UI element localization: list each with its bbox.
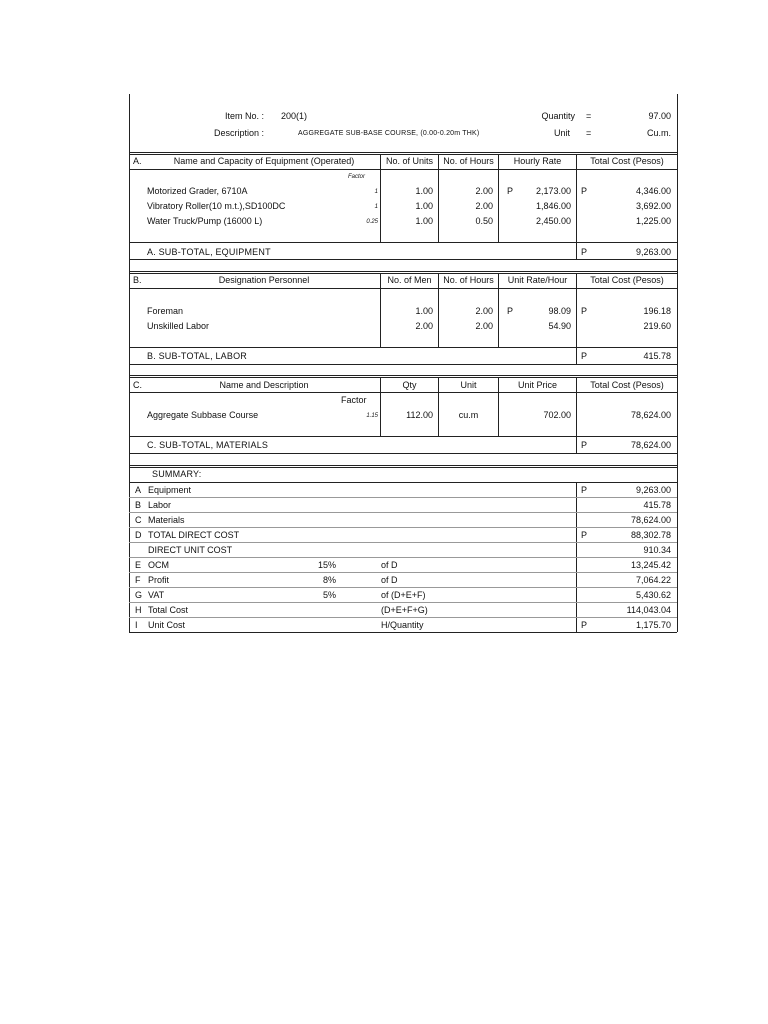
summary-value: 88,302.78: [630, 530, 671, 540]
labor-total: 196.18: [643, 306, 671, 316]
unit-eq: =: [586, 128, 592, 138]
no-of-hours-header: No. of Hours: [443, 156, 494, 166]
summary-title: SUMMARY:: [152, 469, 202, 479]
summary-label: Labor: [148, 500, 172, 510]
summary-percent: 5%: [322, 590, 336, 600]
rule: [129, 482, 677, 483]
summary-value: 1,175.70: [635, 620, 671, 630]
right-border: [677, 94, 678, 632]
summary-value: 7,064.22: [635, 575, 671, 585]
rule: [129, 392, 677, 393]
unit-header: Unit: [460, 380, 477, 390]
summary-label: Total Cost: [148, 605, 189, 615]
summary-value: 78,624.00: [630, 515, 671, 525]
rule: [129, 242, 677, 243]
summary-basis: (D+E+F+G): [381, 605, 428, 615]
no-of-units-header: No. of Units: [385, 156, 434, 166]
summary-label: DIRECT UNIT COST: [148, 545, 233, 555]
rule: [129, 364, 677, 365]
summary-letter: H: [135, 605, 142, 615]
summary-letter: F: [135, 575, 141, 585]
rule: [129, 453, 677, 454]
item-no-value: 200(1): [281, 111, 308, 121]
materials-subtotal-label: C. SUB-TOTAL, MATERIALS: [147, 440, 269, 450]
rule: [129, 154, 677, 155]
material-price: 702.00: [543, 410, 571, 420]
summary-basis: of D: [381, 575, 398, 585]
summary-letter: I: [135, 620, 138, 630]
rule: [129, 436, 677, 437]
rule: [129, 347, 677, 348]
rule: [576, 154, 577, 259]
rule: [498, 154, 499, 242]
equipment-subtotal-currency: P: [581, 247, 588, 257]
quantity-eq: =: [586, 111, 592, 121]
equipment-total: 3,692.00: [635, 201, 671, 211]
factor-label: Factor: [348, 174, 366, 180]
section-c-letter: C.: [133, 380, 142, 390]
labor-subtotal-currency: P: [581, 351, 588, 361]
quantity-value: 97.00: [648, 111, 671, 121]
summary-row-rule: [129, 512, 677, 513]
rule: [129, 288, 677, 289]
qty-header: Qty: [402, 380, 417, 390]
rule: [129, 375, 677, 376]
summary-label: VAT: [148, 590, 165, 600]
unit-rate-header: Unit Rate/Hour: [507, 275, 568, 285]
material-total: 78,624.00: [630, 410, 671, 420]
summary-value: 114,043.04: [626, 605, 671, 615]
rule: [129, 152, 677, 153]
material-factor: 1.15: [366, 413, 378, 419]
summary-currency: P: [581, 485, 588, 495]
equipment-name-header: Name and Capacity of Equipment (Operated): [173, 156, 355, 166]
labor-subtotal-value: 415.78: [643, 351, 671, 361]
rule: [129, 467, 677, 468]
summary-row-rule: [129, 572, 677, 573]
equipment-hours: 2.00: [475, 201, 493, 211]
labor-name: Foreman: [147, 306, 184, 316]
summary-label: TOTAL DIRECT COST: [148, 530, 240, 540]
summary-row-rule: [129, 587, 677, 588]
summary-row-rule: [129, 617, 677, 618]
equipment-name: Water Truck/Pump (16000 L): [147, 216, 263, 226]
equipment-subtotal-value: 9,263.00: [635, 247, 671, 257]
summary-letter: D: [135, 530, 142, 540]
summary-basis: of D: [381, 560, 398, 570]
rule: [129, 273, 677, 274]
labor-hours-header: No. of Hours: [443, 275, 494, 285]
labor-subtotal-label: B. SUB-TOTAL, LABOR: [147, 351, 247, 361]
unit-price-header: Unit Price: [517, 380, 557, 390]
designation-header: Designation Personnel: [218, 275, 310, 285]
summary-row-rule: [129, 497, 677, 498]
equipment-units: 1.00: [415, 201, 433, 211]
summary-label: Unit Cost: [148, 620, 186, 630]
material-qty: 112.00: [406, 410, 433, 420]
description-value: AGGREGATE SUB-BASE COURSE, (0.00-0.20m THK): [298, 130, 480, 137]
material-unit: cu.m: [458, 410, 479, 420]
rule: [129, 377, 677, 378]
materials-subtotal-value: 78,624.00: [630, 440, 671, 450]
summary-label: Profit: [148, 575, 170, 585]
rule: [380, 154, 381, 242]
equipment-total: 1,225.00: [635, 216, 671, 226]
material-name: Aggregate Subbase Course: [147, 410, 259, 420]
equipment-total: 4,346.00: [635, 186, 671, 196]
equipment-name: Motorized Grader, 6710A: [147, 186, 248, 196]
summary-row-rule: [129, 527, 677, 528]
summary-currency: P: [581, 620, 588, 630]
equipment-hours: 2.00: [475, 186, 493, 196]
equipment-factor: 1: [374, 189, 378, 195]
rule: [129, 271, 677, 272]
equipment-hours: 0.50: [475, 216, 493, 226]
rule: [129, 465, 677, 466]
summary-value: 5,430.62: [635, 590, 671, 600]
summary-label: Equipment: [148, 485, 192, 495]
labor-rate: 54.90: [548, 321, 571, 331]
summary-letter: E: [135, 560, 142, 570]
materials-total-cost-header: Total Cost (Pesos): [590, 380, 664, 390]
rule: [129, 259, 677, 260]
summary-value: 9,263.00: [635, 485, 671, 495]
description-label: Description :: [213, 128, 264, 138]
labor-total: 219.60: [643, 321, 671, 331]
materials-factor-label: Factor: [341, 395, 367, 405]
labor-name: Unskilled Labor: [147, 321, 210, 331]
labor-rate-currency: P: [507, 306, 514, 316]
materials-subtotal-currency: P: [581, 440, 588, 450]
labor-total-currency: P: [581, 306, 588, 316]
rule: [129, 169, 677, 170]
summary-currency: P: [581, 530, 588, 540]
summary-letter: B: [135, 500, 142, 510]
rule: [129, 632, 677, 633]
labor-hours: 2.00: [475, 306, 493, 316]
summary-letter: C: [135, 515, 142, 525]
unit-value: Cu.m.: [646, 128, 671, 138]
total-cost-header: Total Cost (Pesos): [590, 156, 664, 166]
summary-percent: 8%: [322, 575, 336, 585]
labor-rate: 98.09: [548, 306, 571, 316]
equipment-rate: 1,846.00: [535, 201, 571, 211]
summary-value: 13,245.42: [630, 560, 671, 570]
summary-percent: 15%: [317, 560, 336, 570]
equipment-total-currency: P: [581, 186, 588, 196]
labor-men: 1.00: [415, 306, 433, 316]
unit-label: Unit: [553, 128, 570, 138]
summary-row-rule: [129, 542, 677, 543]
summary-letter: A: [135, 485, 142, 495]
equipment-factor: 0.25: [366, 219, 378, 225]
hourly-rate-header: Hourly Rate: [513, 156, 562, 166]
equipment-rate: 2,173.00: [535, 186, 571, 196]
section-b-letter: B.: [133, 275, 142, 285]
equipment-factor: 1: [374, 204, 378, 210]
section-a-letter: A.: [133, 156, 142, 166]
quantity-label: Quantity: [541, 111, 575, 121]
equipment-rate-currency: P: [507, 186, 514, 196]
equipment-units: 1.00: [415, 186, 433, 196]
labor-total-cost-header: Total Cost (Pesos): [590, 275, 664, 285]
material-name-header: Name and Description: [219, 380, 309, 390]
left-border: [129, 94, 130, 632]
summary-label: OCM: [148, 560, 169, 570]
summary-letter: G: [135, 590, 143, 600]
summary-value: 415.78: [643, 500, 671, 510]
summary-basis: H/Quantity: [381, 620, 424, 630]
rule: [576, 273, 577, 364]
equipment-units: 1.00: [415, 216, 433, 226]
summary-label: Materials: [148, 515, 185, 525]
labor-men: 2.00: [415, 321, 433, 331]
labor-hours: 2.00: [475, 321, 493, 331]
equipment-rate: 2,450.00: [535, 216, 571, 226]
summary-row-rule: [129, 602, 677, 603]
no-of-men-header: No. of Men: [387, 275, 432, 285]
item-no-label: Item No. :: [224, 111, 264, 121]
equipment-subtotal-label: A. SUB-TOTAL, EQUIPMENT: [147, 247, 271, 257]
summary-row-rule: [129, 557, 677, 558]
equipment-name: Vibratory Roller(10 m.t.),SD100DC: [147, 201, 286, 211]
rule: [438, 154, 439, 242]
summary-value: 910.34: [643, 545, 671, 555]
summary-basis: of (D+E+F): [381, 590, 426, 600]
